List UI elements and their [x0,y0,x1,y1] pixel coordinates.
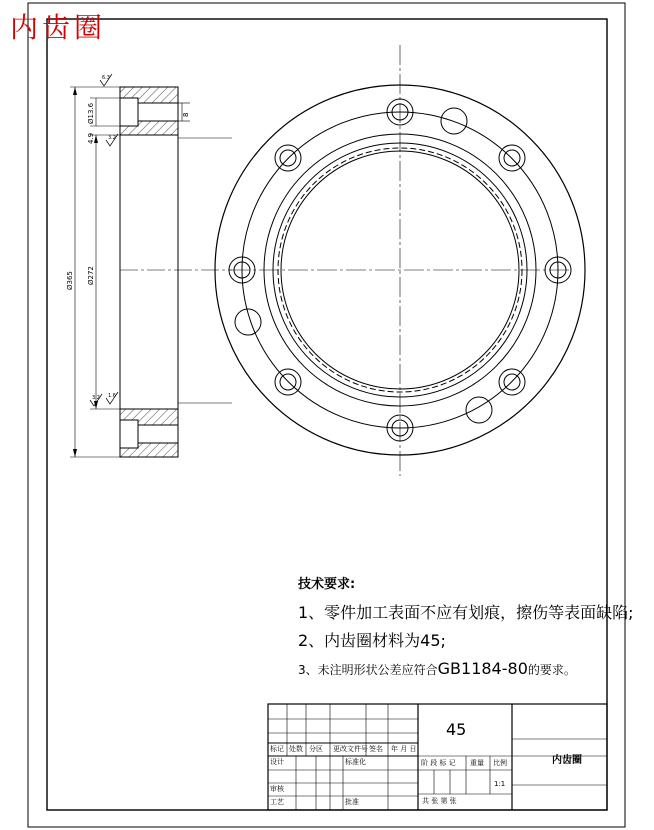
tb-header-cell: 处数 [289,745,303,753]
tb-scale-label: 比例 [493,759,507,767]
roughness-label: 3.2 [108,135,116,141]
tb-header-cell: 更改文件号 [333,745,368,753]
tb-scale-value: 1:1 [494,780,506,788]
front-view [215,45,585,476]
note-item-3-suffix: 的要求。 [527,663,576,677]
note-item-2: 2、内齿圈材料为45; [298,631,446,650]
tb-part-name: 内齿圈 [552,755,582,766]
tb-material: 45 [446,720,467,739]
tb-weight-label: 重量 [470,759,484,767]
technical-notes [298,578,634,689]
tb-stage-label: 阶 段 标 记 [421,759,456,767]
tb-role-approve: 批准 [345,798,359,806]
tb-header-cell: 签名 [369,745,383,753]
note-item-1: 1、零件加工表面不应有划痕，擦伤等表面缺陷; [298,603,634,622]
roughness-label: 3.2 [92,395,100,401]
drawing-title: 内齿圈 [10,11,107,44]
pin-hole [466,397,492,423]
tb-header-cell: 标记 [270,745,284,753]
tb-header-cell: 分区 [309,745,323,753]
roughness-label: 1.6 [108,393,116,399]
tb-sheet-label: 共 张 第 张 [422,797,457,805]
dim-inner-dia: Ø272 [87,266,95,285]
dim-depth: 8 [182,112,190,117]
tb-header-cell: 年 月 日 [391,745,417,753]
dim-hole-dia: Ø13.6 [87,102,95,124]
tb-role-designer: 设计 [270,758,284,766]
dim-step: 4.9 [87,132,95,144]
tb-role-standard: 标准化 [345,758,366,766]
roughness-label: 6.3 [102,75,110,81]
note-item-3-std: GB1184-80 [437,659,528,678]
note-item-3-prefix: 3、未注明形状公差应符合 [298,663,438,677]
dim-outer-dia: Ø365 [66,271,74,290]
tb-role-checker: 审核 [270,785,284,793]
tb-role-process: 工艺 [270,798,284,806]
notes-heading: 技术要求: [298,577,356,592]
note-item-3 [298,661,634,677]
